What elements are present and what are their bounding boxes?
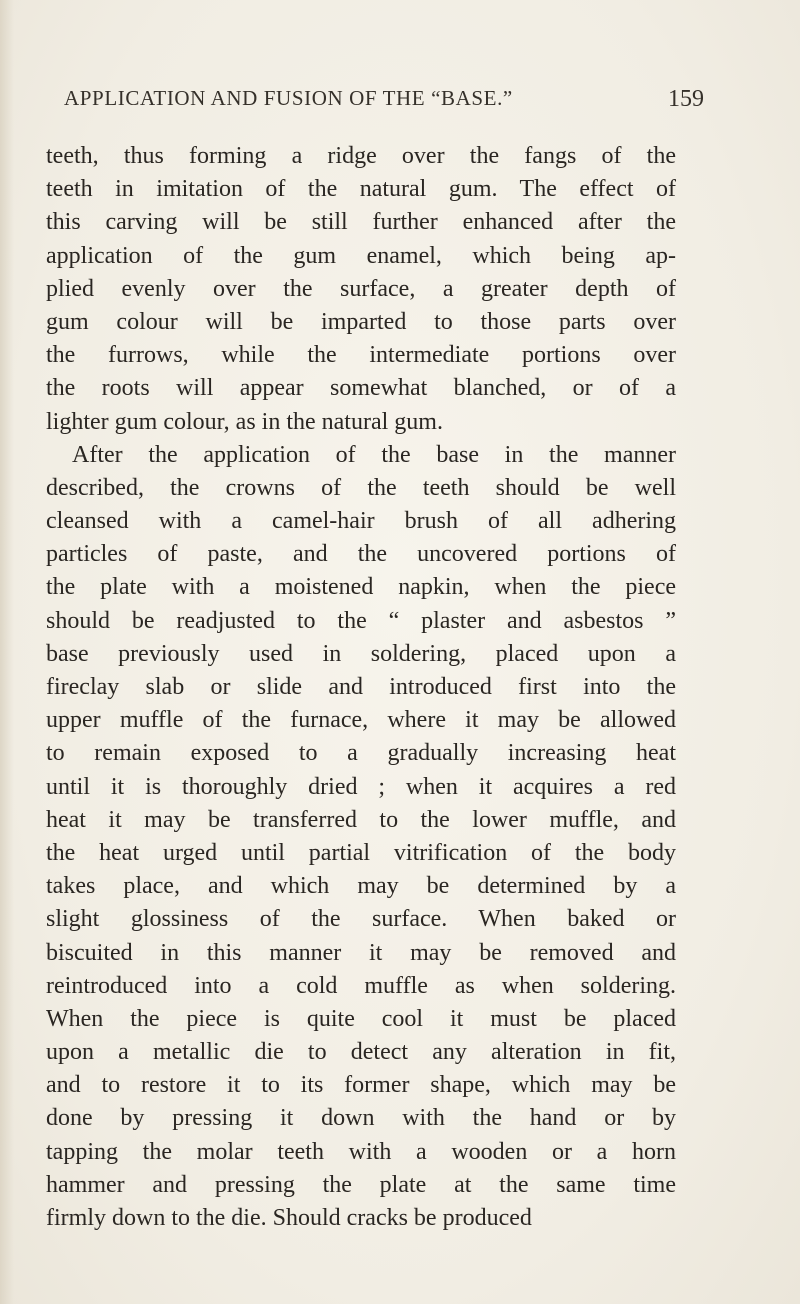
text-line: upon a metallic die to detect any alteration in fit, xyxy=(46,1039,676,1066)
text-line: done by pressing it down with the hand or by xyxy=(46,1105,676,1132)
page-header xyxy=(64,86,704,122)
body-text xyxy=(46,140,676,1235)
text-line: plied evenly over the surface, a greater depth of xyxy=(46,275,676,302)
text-line: to remain exposed to a gradually increasing heat xyxy=(46,740,676,767)
text-line: until it is thoroughly dried ; when it acquires a red xyxy=(46,773,676,800)
text-line: takes place, and which may be determined by a xyxy=(46,873,676,900)
text-line: cleansed with a camel-hair brush of all adhering xyxy=(46,508,676,535)
text-line: and to restore it to its former shape, which may be xyxy=(46,1072,676,1099)
running-head: APPLICATION AND FUSION OF THE “BASE.” xyxy=(64,86,513,110)
text-line: the heat urged until partial vitrification of the body xyxy=(46,839,676,866)
text-line: teeth, thus forming a ridge over the fangs of the xyxy=(46,143,676,169)
text-line: biscuited in this manner it may be removed and xyxy=(46,939,676,966)
text-line: the roots will appear somewhat blanched, or of a xyxy=(46,375,676,402)
text-line: gum colour will be imparted to those parts over xyxy=(46,308,676,335)
text-line: particles of paste, and the uncovered portions of xyxy=(46,541,676,568)
page-number: 159 xyxy=(668,86,704,112)
text-line: this carving will be still further enhanced after the xyxy=(46,209,676,236)
text-line: teeth in imitation of the natural gum. The effect of xyxy=(46,176,676,203)
text-line: heat it may be transferred to the lower muffle, and xyxy=(46,806,676,833)
text-line: should be readjusted to the “ plaster and asbestos ” xyxy=(46,607,676,634)
text-line: reintroduced into a cold muffle as when soldering. xyxy=(46,972,676,999)
text-line: hammer and pressing the plate at the same time xyxy=(46,1171,676,1198)
text-line: the plate with a moistened napkin, when the piece xyxy=(46,574,676,601)
page-gutter-shadow xyxy=(0,0,14,1304)
text-line: upper muffle of the furnace, where it may be allowed xyxy=(46,707,676,734)
text-line: the furrows, while the intermediate portions over xyxy=(46,342,676,369)
text-line: firmly down to the die. Should cracks be produced xyxy=(46,1205,532,1231)
text-line: lighter gum colour, as in the natural gum. xyxy=(46,408,443,435)
text-line: tapping the molar teeth with a wooden or a horn xyxy=(46,1138,676,1165)
text-line: slight glossiness of the surface. When baked or xyxy=(46,906,676,933)
text-line: base previously used in soldering, placed upon a xyxy=(46,640,676,667)
text-line: When the piece is quite cool it must be placed xyxy=(46,1005,676,1032)
text-line: fireclay slab or slide and introduced first into the xyxy=(46,674,676,700)
text-line: application of the gum enamel, which being ap- xyxy=(46,242,676,269)
text-line: described, the crowns of the teeth should be well xyxy=(46,474,676,501)
paragraph-start-line: After the application of the base in the manner xyxy=(72,441,676,468)
